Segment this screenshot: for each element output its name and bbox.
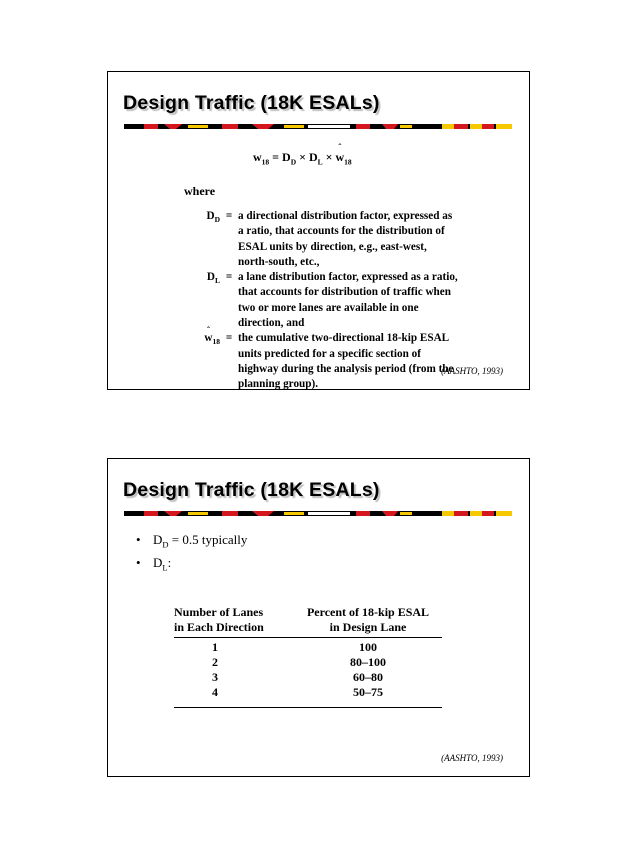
slide-2 <box>107 458 530 777</box>
definition-row: $D_L$ = a lane distribution factor, expressed as a ratio, that accounts for distribution of traffic when two or more lanes are available in one direction, and <box>176 270 458 331</box>
bullet-item: • $D_D = 0.5$ typically <box>136 532 248 550</box>
definition-text: a directional distribution factor, expressed as a ratio, that accounts for the distribution of ESAL units by direction, e.g., east-west, north-south, etc., <box>238 210 453 268</box>
table-header-row <box>174 605 442 638</box>
bullet-marker: • <box>136 532 141 547</box>
citation: (AASHTO, 1993) <box>441 753 503 763</box>
table-row: 3 60–80 <box>212 670 383 684</box>
definition-text: the cumulative two-directional 18-kip ESAL units predicted for a specific section of highway during the analysis period (from the planning group). <box>238 332 454 391</box>
bullet-item: • $D_L$: <box>136 555 172 573</box>
slide-title: Design Traffic (18K ESALs) <box>123 92 380 114</box>
slide-title: Design Traffic (18K ESALs) <box>123 479 380 501</box>
table-row: 4 50–75 <box>174 685 442 708</box>
table-row: 1 100 <box>212 640 377 654</box>
definition-row: ˆ $w_{18}$ = the cumulative two-directional 18-kip ESAL units predicted for a specific section of highway during the analysis period (from the planning group). <box>176 331 458 392</box>
bullet-marker: • <box>136 555 141 570</box>
column-header-lanes: Number of Lanes in Each Direction <box>174 605 294 638</box>
table-row: 2 80–100 <box>212 655 386 669</box>
lane-distribution-table <box>174 605 442 708</box>
bullet-list <box>136 532 247 578</box>
title-decorative-bar <box>124 511 512 516</box>
esal-formula: $w_{18} = D_D \times D_L$ × ˆ $w_{18}$ <box>253 150 352 166</box>
where-label: where <box>184 184 216 198</box>
column-header-percent: Percent of 18-kip ESAL in Design Lane <box>294 605 442 638</box>
definition-text: a lane distribution factor, expressed as a ratio, that accounts for distribution of traffic when two or more lanes are available in one direction, and <box>238 271 458 330</box>
definition-row: $D_D$ = a directional distribution factor, expressed as a ratio, that accounts for the distribution of ESAL units by direction, e.g., east-west, north-south, etc., <box>176 209 458 270</box>
definitions-list <box>176 209 458 393</box>
title-decorative-bar <box>124 124 512 129</box>
slide-1 <box>107 71 530 390</box>
citation: (AASHTO, 1993) <box>441 366 503 376</box>
